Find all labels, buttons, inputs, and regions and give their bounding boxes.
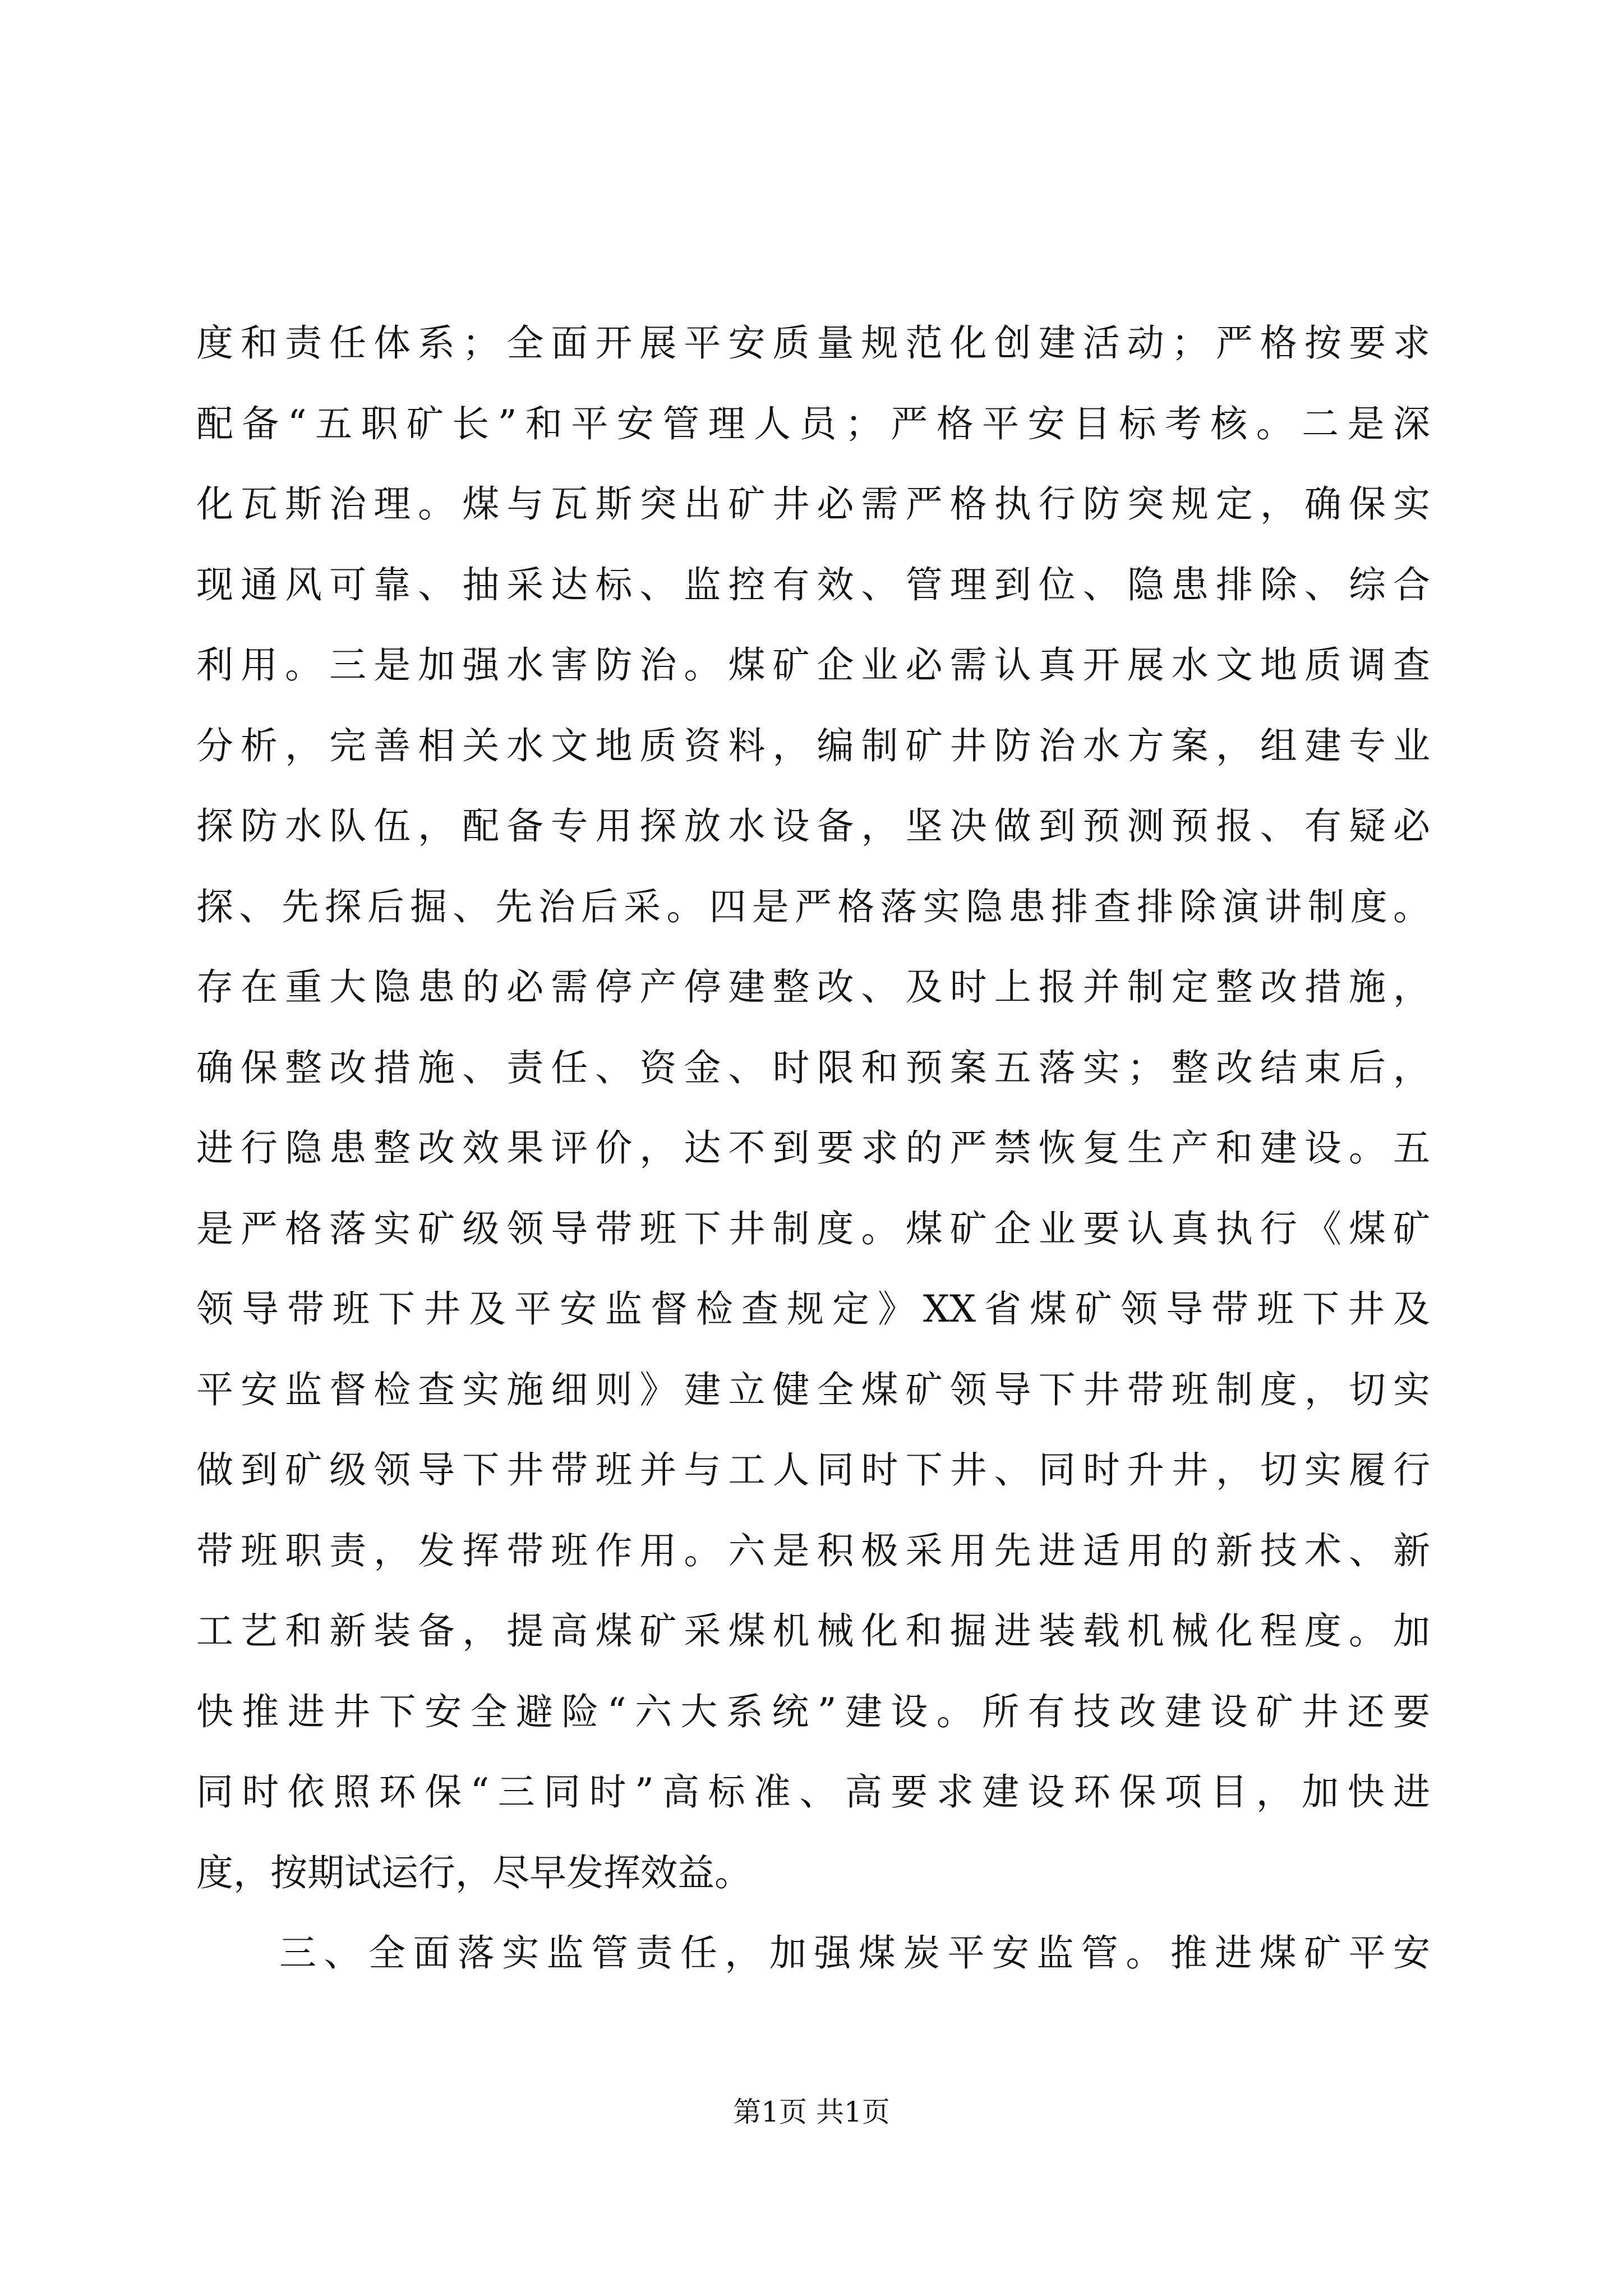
text-line: 度和责任体系；全面开展平安质量规范化创建活动；严格按要求 xyxy=(196,321,1430,365)
text-line: 平安监督检查实施细则》建立健全煤矿领导下井带班制度，切实 xyxy=(196,1368,1430,1411)
text-line: 化瓦斯治理。煤与瓦斯突出矿井必需严格执行防突规定，确保实 xyxy=(196,482,1430,526)
text-line: 同时依照环保“三同时”高标准、高要求建设环保项目，加快进 xyxy=(196,1770,1430,1814)
text-line: 分析，完善相关水文地质资料，编制矿井防治水方案，组建专业 xyxy=(196,724,1430,767)
text-line: 快推进井下安全避险“六大系统”建设。所有技改建设矿井还要 xyxy=(196,1690,1430,1733)
text-line: 工艺和新装备，提高煤矿采煤机械化和掘进装载机械化程度。加 xyxy=(196,1609,1430,1653)
text-line: 探、先探后掘、先治后采。四是严格落实隐患排查排除演讲制度。 xyxy=(196,885,1430,928)
text-line: 领导带班下井及平安监督检查规定》XX省煤矿领导带班下井及 xyxy=(196,1287,1430,1331)
text-line: 进行隐患整改效果评价，达不到要求的严禁恢复生产和建设。五 xyxy=(196,1126,1430,1170)
text-line: 确保整改措施、责任、资金、时限和预案五落实；整改结束后， xyxy=(196,1046,1430,1089)
text-line: 配备“五职矿长”和平安管理人员；严格平安目标考核。二是深 xyxy=(196,402,1430,445)
text-line: 现通风可靠、抽采达标、监控有效、管理到位、隐患排除、综合 xyxy=(196,563,1430,606)
text-line: 带班职责，发挥带班作用。六是积极采用先进适用的新技术、新 xyxy=(196,1529,1430,1572)
text-line: 探防水队伍，配备专用探放水设备，坚决做到预测预报、有疑必 xyxy=(196,804,1430,848)
text-line: 做到矿级领导下井带班并与工人同时下井、同时升井，切实履行 xyxy=(196,1448,1430,1492)
paragraph-start-line: 三、全面落实监管责任，加强煤炭平安监管。推进煤矿平安 xyxy=(279,1931,1430,1975)
page-footer: 第1页 共1页 xyxy=(733,2096,890,2128)
body-text xyxy=(196,303,1430,1994)
text-line: 利用。三是加强水害防治。煤矿企业必需认真开展水文地质调查 xyxy=(196,643,1430,687)
paragraph-end-line: 度，按期试运行，尽早发挥效益。 xyxy=(196,1851,751,1894)
text-line: 存在重大隐患的必需停产停建整改、及时上报并制定整改措施， xyxy=(196,965,1430,1009)
text-line: 是严格落实矿级领导带班下井制度。煤矿企业要认真执行《煤矿 xyxy=(196,1207,1430,1250)
